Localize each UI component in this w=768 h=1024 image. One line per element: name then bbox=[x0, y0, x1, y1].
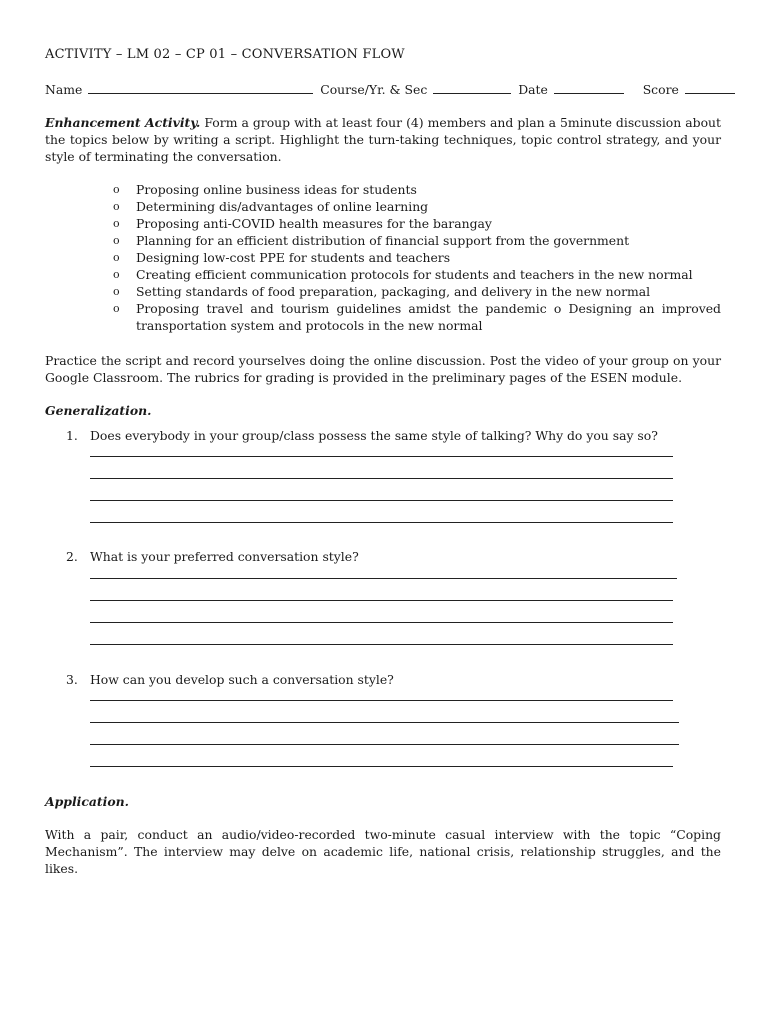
application-instructions: With a pair, conduct an audio/video-recorded two-minute casual interview with the topic “Coping Mechanism”. The interview may delve on academic life, national crisis, relationship struggles, and the likes. bbox=[45, 827, 721, 876]
enhancement-text: Form a group with at least four (4) members and plan a 5minute discussion about the topics below by writing a script. Highlight the turn-taking techniques, topic control strategy, and your style of terminating the conversation. bbox=[45, 115, 721, 164]
list-item: o Proposing anti-COVID health measures for the barangay bbox=[113, 216, 492, 231]
date-blank[interactable] bbox=[554, 81, 624, 94]
answer-line[interactable] bbox=[90, 578, 677, 579]
bullet-icon: o bbox=[113, 200, 120, 213]
bullet-icon: o bbox=[113, 251, 120, 264]
list-item: o Setting standards of food preparation, packaging, and delivery in the new normal bbox=[113, 284, 651, 299]
list-item: o Creating efficient communication protocols for students and teachers in the new normal bbox=[113, 267, 693, 282]
answer-line[interactable] bbox=[90, 500, 673, 501]
bullet-icon: o bbox=[113, 217, 120, 230]
bullet-icon: o bbox=[113, 268, 120, 281]
answer-line[interactable] bbox=[90, 644, 673, 645]
course-label: Course/Yr. & Sec bbox=[320, 82, 428, 97]
list-item: o Proposing online business ideas for students bbox=[113, 182, 417, 197]
bullet-icon: o bbox=[113, 234, 120, 247]
enhancement-heading: Enhancement Activity. bbox=[45, 115, 201, 130]
answer-line[interactable] bbox=[90, 766, 673, 767]
answer-line[interactable] bbox=[90, 744, 679, 745]
application-heading: Application. bbox=[45, 794, 129, 809]
score-blank[interactable] bbox=[685, 81, 735, 94]
practice-instructions: Practice the script and record yourselves doing the online discussion. Post the video of your group on your Google Classroom. The rubrics for grading is provided in the preliminary pages of the ESEN module. bbox=[45, 353, 721, 385]
page-title: ACTIVITY – LM 02 – CP 01 – CONVERSATION FLOW bbox=[45, 47, 405, 62]
enhancement-activity bbox=[45, 114, 721, 165]
answer-line[interactable] bbox=[90, 600, 673, 601]
bullet-icon: o bbox=[113, 302, 120, 315]
topic-list bbox=[113, 181, 721, 334]
name-blank[interactable] bbox=[88, 81, 313, 94]
course-blank[interactable] bbox=[433, 81, 511, 94]
score-label: Score bbox=[642, 82, 679, 97]
answer-line[interactable] bbox=[90, 622, 673, 623]
answer-line[interactable] bbox=[90, 456, 673, 457]
list-item: o Determining dis/advantages of online learning bbox=[113, 199, 429, 214]
name-label: Name bbox=[45, 82, 83, 97]
answer-line[interactable] bbox=[90, 722, 679, 723]
list-item: o Planning for an efficient distribution of financial support from the government bbox=[113, 233, 630, 248]
bullet-icon: o bbox=[113, 183, 120, 196]
generalization-heading: Generalization. bbox=[45, 403, 152, 418]
answer-line[interactable] bbox=[90, 522, 673, 523]
list-item: o Designing low-cost PPE for students and teachers bbox=[113, 250, 451, 265]
bullet-icon: o bbox=[113, 285, 120, 298]
answer-line[interactable] bbox=[90, 478, 673, 479]
list-item: o Proposing travel and tourism guidelines amidst the pandemic o Designing an improved transportation system and protocols in the new normal bbox=[113, 301, 721, 333]
answer-line[interactable] bbox=[90, 700, 673, 701]
student-info-row bbox=[45, 81, 721, 98]
date-label: Date bbox=[518, 82, 548, 97]
